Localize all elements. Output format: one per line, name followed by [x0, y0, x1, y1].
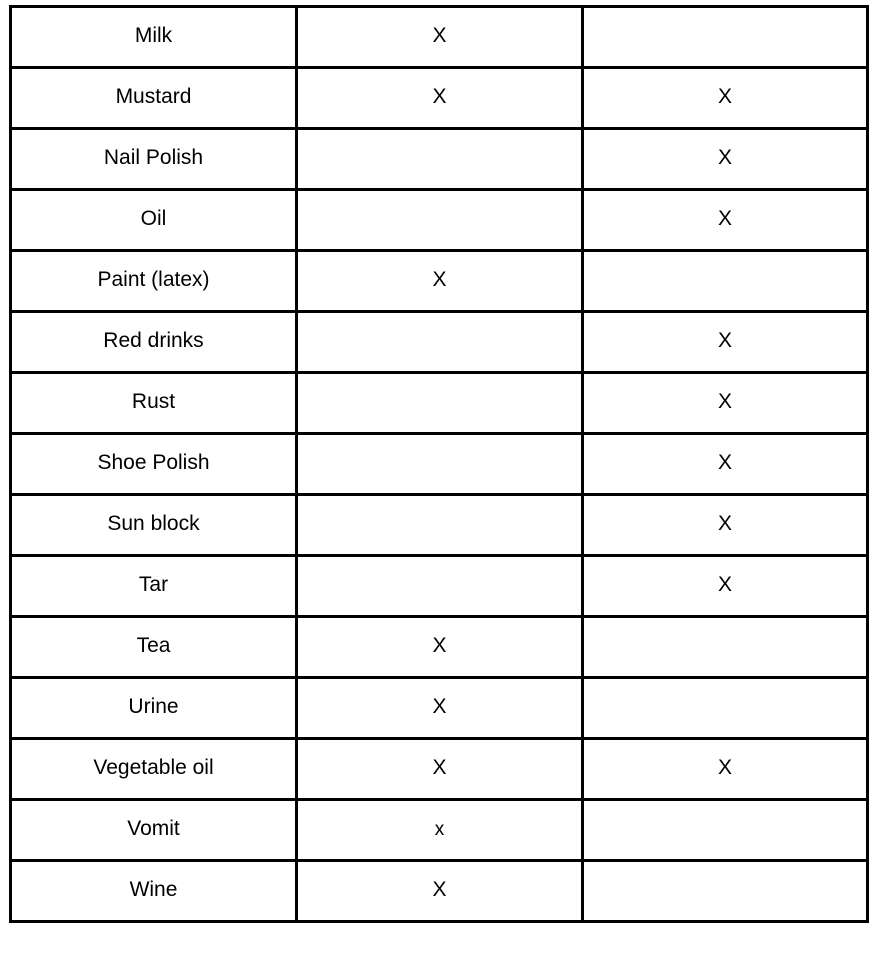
- mark: X: [717, 512, 732, 535]
- mark: X: [717, 573, 732, 596]
- mark-cell-col3: [583, 190, 868, 251]
- mark: x: [434, 819, 445, 840]
- item-label: Nail Polish: [103, 146, 204, 169]
- item-label: Milk: [134, 24, 173, 47]
- mark-cell-col3: [583, 861, 868, 922]
- mark: X: [717, 85, 732, 108]
- table-row: [11, 617, 868, 678]
- item-label: Wine: [129, 878, 178, 901]
- item-label: Rust: [131, 390, 176, 413]
- mark: X: [432, 24, 447, 47]
- table-row: [11, 7, 868, 68]
- item-label: Red drinks: [103, 329, 204, 352]
- item-label: Sun block: [107, 512, 200, 535]
- table-row: [11, 678, 868, 739]
- mark: X: [717, 451, 732, 474]
- mark-cell-col3: [583, 373, 868, 434]
- mark: X: [432, 878, 447, 901]
- item-cell: [11, 739, 297, 800]
- table-row: [11, 556, 868, 617]
- mark-cell-col3: [583, 556, 868, 617]
- mark: X: [432, 268, 447, 291]
- item-cell: [11, 800, 297, 861]
- mark-cell-col3: [583, 678, 868, 739]
- table-row: [11, 129, 868, 190]
- mark: X: [717, 207, 732, 230]
- item-cell: [11, 68, 297, 129]
- item-cell: [11, 495, 297, 556]
- mark: X: [717, 329, 732, 352]
- item-cell: [11, 678, 297, 739]
- item-cell: [11, 7, 297, 68]
- mark: X: [717, 146, 732, 169]
- table-row: [11, 190, 868, 251]
- mark-cell-col2: [297, 495, 583, 556]
- mark-cell-col3: [583, 312, 868, 373]
- table-row: [11, 68, 868, 129]
- table-row: [11, 434, 868, 495]
- stain-table: [9, 5, 869, 923]
- item-label: Tar: [138, 573, 169, 596]
- mark-cell-col3: [583, 251, 868, 312]
- table-row: [11, 739, 868, 800]
- item-cell: [11, 129, 297, 190]
- item-cell: [11, 556, 297, 617]
- table-row: [11, 312, 868, 373]
- mark-cell-col2: [297, 434, 583, 495]
- mark-cell-col2: [297, 800, 583, 861]
- mark-cell-col2: [297, 312, 583, 373]
- mark-cell-col3: [583, 495, 868, 556]
- item-cell: [11, 617, 297, 678]
- item-cell: [11, 861, 297, 922]
- mark-cell-col2: [297, 739, 583, 800]
- item-cell: [11, 190, 297, 251]
- item-label: Tea: [136, 634, 171, 657]
- item-cell: [11, 251, 297, 312]
- mark-cell-col3: [583, 617, 868, 678]
- item-cell: [11, 373, 297, 434]
- item-label: Vegetable oil: [93, 756, 214, 779]
- mark-cell-col2: [297, 68, 583, 129]
- mark-cell-col3: [583, 7, 868, 68]
- item-label: Vomit: [127, 817, 180, 840]
- mark-cell-col2: [297, 678, 583, 739]
- mark-cell-col2: [297, 7, 583, 68]
- mark-cell-col2: [297, 373, 583, 434]
- mark: X: [432, 695, 447, 718]
- mark-cell-col2: [297, 617, 583, 678]
- mark-cell-col3: [583, 800, 868, 861]
- item-cell: [11, 434, 297, 495]
- mark: X: [432, 85, 447, 108]
- mark-cell-col2: [297, 861, 583, 922]
- mark-cell-col2: [297, 129, 583, 190]
- mark-cell-col3: [583, 434, 868, 495]
- item-cell: [11, 312, 297, 373]
- item-label: Mustard: [115, 85, 192, 108]
- table-row: [11, 495, 868, 556]
- mark-cell-col2: [297, 190, 583, 251]
- item-label: Urine: [128, 695, 179, 718]
- mark: X: [432, 756, 447, 779]
- table-row: [11, 251, 868, 312]
- mark: X: [717, 756, 732, 779]
- table-row: [11, 800, 868, 861]
- mark-cell-col3: [583, 129, 868, 190]
- item-label: Paint (latex): [97, 268, 210, 291]
- item-label: Oil: [140, 207, 167, 230]
- item-label: Shoe Polish: [97, 451, 210, 474]
- mark-cell-col2: [297, 251, 583, 312]
- table-row: [11, 373, 868, 434]
- mark-cell-col2: [297, 556, 583, 617]
- mark-cell-col3: [583, 739, 868, 800]
- table-body: [11, 7, 868, 922]
- mark: X: [717, 390, 732, 413]
- table-row: [11, 861, 868, 922]
- mark-cell-col3: [583, 68, 868, 129]
- mark: X: [432, 634, 447, 657]
